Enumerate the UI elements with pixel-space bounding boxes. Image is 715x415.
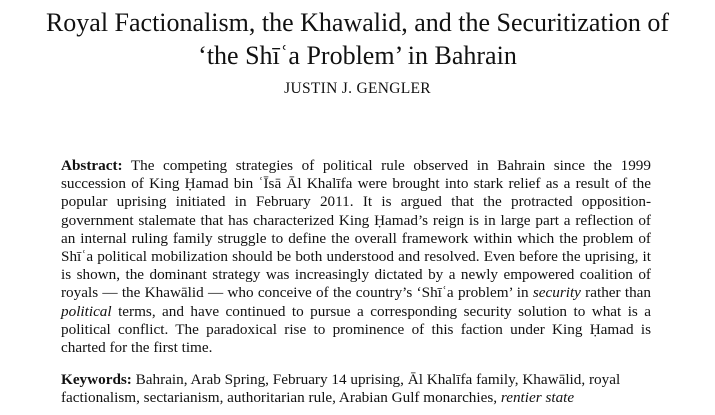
abstract-emphasis-security: security	[532, 284, 581, 302]
abstract-paragraph	[61, 157, 651, 357]
abstract-text-part-2: rather than	[585, 284, 651, 302]
paper-title-line-1: Royal Factionalism, the Khawalid, and the Securitization of	[45, 8, 670, 37]
author-name: JUSTIN J. GENGLER	[284, 80, 431, 97]
abstract-emphasis-political: political	[61, 302, 112, 320]
keywords-label: Keywords:	[61, 371, 132, 388]
paper-title-line-2: ‘the Shīʿa Problem’ in Bahrain	[198, 41, 517, 70]
abstract-text-part-1: The competing strategies of political rule observed in Bahrain since the 1999 succession of King Ḥamad bin ʿĪsā Āl Khalīfa were brought into stark relief as a result of the popular uprising initiated in February 2011. It is argued that the protracted opposition-government stalemate that has characterized King Ḥamad’s reign is in large part a reflection of an internal ruling family struggle to define the overall framework within which the problem of Shīʿa political mobilization should be both understood and resolved. Even before the uprising, it is shown, the dominant strategy was increasingly dictated by a newly empowered coalition of royals — the Khawālid — who conceive of the country’s ‘Shīʿa problem’ in	[61, 157, 651, 302]
keywords-paragraph	[61, 371, 651, 407]
paper-title	[0, 6, 715, 72]
abstract-text-part-3: terms, and have continued to pursue a corresponding security solution to what is a political conflict. The paradoxical rise to prominence of this faction under King Ḥamad is charted for the first time.	[61, 302, 652, 357]
abstract-label: Abstract:	[61, 157, 123, 174]
keywords-emphasis: rentier state	[500, 389, 575, 407]
keywords-text: Bahrain, Arab Spring, February 14 uprising, Āl Khalīfa family, Khawālid, royal factionalism, sectarianism, authoritarian rule, Arabian Gulf monarchies,	[61, 371, 621, 407]
